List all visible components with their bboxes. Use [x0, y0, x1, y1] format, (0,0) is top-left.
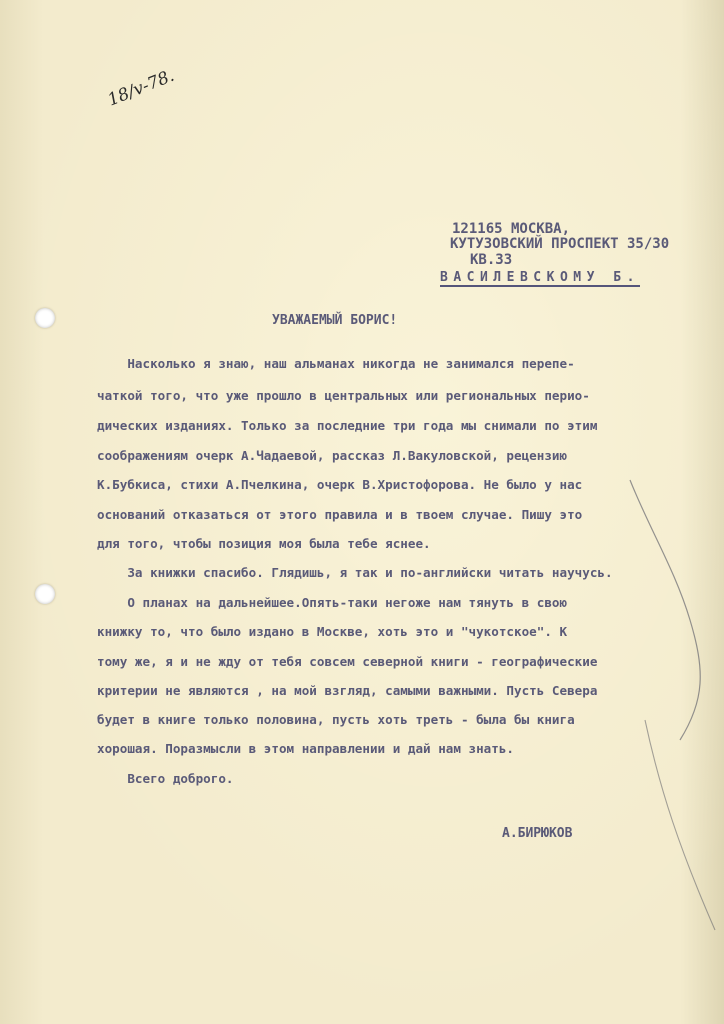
letter-line: Насколько я знаю, наш альманах никогда не занимался перепе-: [97, 356, 575, 371]
greeting: УВАЖАЕМЫЙ БОРИС!: [272, 313, 398, 328]
letter-line: дических изданиях. Только за последние три года мы снимали по этим: [97, 418, 598, 433]
handwritten-date-note: 18/v-78.: [105, 65, 178, 111]
letter-line: будет в книге только половина, пусть хоть треть - была бы книга: [97, 712, 575, 727]
letter-line: К.Бубкиса, стихи А.Пчелкина, очерк В.Христофорова. Не было у нас: [97, 477, 583, 492]
letter-line: О планах на дальнейшее.Опять-таки негоже нам тянуть в свою: [97, 595, 568, 610]
punch-hole-bottom: [35, 584, 55, 604]
address-recipient: ВАСИЛЕВСКОМУ Б.: [440, 270, 640, 285]
letter-line: За книжки спасибо. Глядишь, я так и по-английски читать научусь.: [97, 565, 613, 580]
letter-line: для того, чтобы позиция моя была тебе яснее.: [97, 536, 431, 551]
letter-line: тому же, я и не жду от тебя совсем северной книги - географические: [97, 654, 598, 669]
letter-line: Всего доброго.: [97, 771, 234, 786]
address-line-3: КВ.33: [470, 252, 513, 268]
punch-hole-top: [35, 308, 55, 328]
signature: А.БИРЮКОВ: [502, 826, 573, 841]
pencil-margin-mark: [620, 470, 720, 950]
letter-line: соображениям очерк А.Чадаевой, рассказ Л.Вакуловской, рецензию: [97, 448, 568, 463]
letter-line: хорошая. Поразмысли в этом направлении и дай нам знать.: [97, 741, 515, 756]
address-line-2: КУТУЗОВСКИЙ ПРОСПЕКТ 35/30: [450, 236, 670, 252]
letter-line: оснований отказаться от этого правила и в твоем случае. Пишу это: [97, 507, 583, 522]
letter-line: критерии не являются , на мой взгляд, самыми важными. Пусть Севера: [97, 683, 598, 698]
address-line-1: 121165 МОСКВА,: [452, 221, 571, 237]
letter-line: книжку то, что было издано в Москве, хоть это и "чукотское". К: [97, 624, 568, 639]
letter-line: чаткой того, что уже прошло в центральных или региональных перио-: [97, 388, 590, 403]
